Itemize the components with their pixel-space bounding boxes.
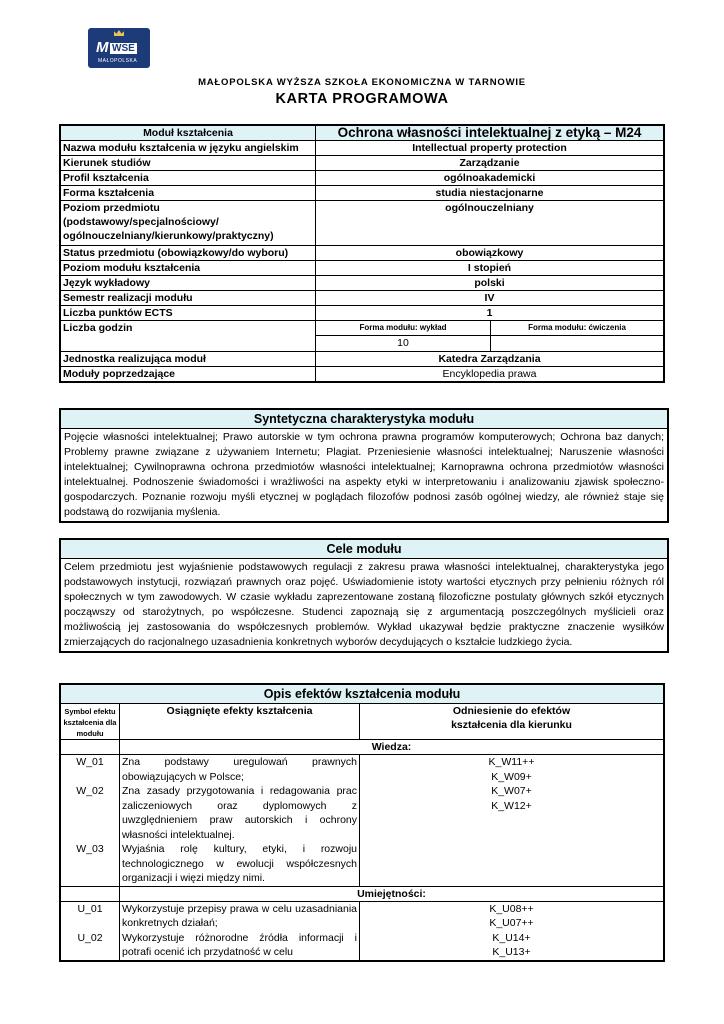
prereq-label: Moduły poprzedzające bbox=[60, 367, 316, 383]
skills-symbols bbox=[60, 901, 120, 961]
row-label: Profil kształcenia bbox=[60, 171, 316, 186]
characteristics-text: Pojęcie własności intelektualnej; Prawo autorskie w tym ochrona prawna programów komputerowych; Ochrona baz danych; Problemy prawne związane z używaniem Internetu; Plagiat. Przeniesienie własności intelektualnej; Naruszenie własności intelektualnej; Cywilnoprawna ochrona przedmiotów własności intelektualnej; Karnoprawna ochrona przedmiotów własności intelektualnej. Podnoszenie świadomości i wrażliwości na aspekty etyki w interpretowaniu i analizowaniu zjawisk społeczno-gospodarczych. Poznanie rozwoju myśli etycznej w poglądach filozofów podnosi zasób ogólnej wiedzy, ale również staje się podstawą do rozwijania myślenia. bbox=[64, 431, 664, 518]
symbol bbox=[63, 857, 117, 872]
school-logo bbox=[88, 28, 150, 68]
table-row bbox=[60, 740, 664, 755]
logo-sub: MAŁOPOLSKA bbox=[98, 58, 138, 64]
module-info-table bbox=[59, 124, 665, 383]
row-value: Intellectual property protection bbox=[316, 141, 665, 156]
characteristics-section bbox=[59, 408, 669, 523]
hours-label: Liczba godzin bbox=[60, 321, 316, 352]
ref-item: K_W07+ bbox=[491, 785, 532, 797]
hours-lecture-value: 10 bbox=[316, 336, 491, 352]
skills-label: Umiejętności: bbox=[120, 886, 665, 901]
col-ref-header: Odniesienie do efektów kształcenia dla kierunku bbox=[360, 704, 665, 740]
row-label: Nazwa modułu kształcenia w języku angielskim bbox=[60, 141, 316, 156]
row-value: ogólnouczelniany bbox=[316, 201, 665, 246]
crown-icon bbox=[114, 30, 124, 36]
hours-form-exercises: Forma modułu: ćwiczenia bbox=[491, 321, 665, 336]
col-effects-header: Osiągnięte efekty kształcenia bbox=[120, 704, 360, 740]
symbol: W_01 bbox=[76, 756, 104, 768]
symbol bbox=[63, 813, 117, 828]
knowledge-effects bbox=[120, 755, 360, 887]
hours-exercises-value bbox=[491, 336, 665, 352]
table-row bbox=[60, 246, 664, 261]
ref-item: K_U13+ bbox=[492, 946, 531, 958]
effect-item: Wyjaśnia rolę kultury, etyki, i rozwoju technologicznego w ewolucji współczesnych organizacji i więzi między nimi. bbox=[122, 843, 357, 884]
hours-form-lecture: Forma modułu: wykład bbox=[316, 321, 491, 336]
table-row bbox=[60, 321, 664, 336]
table-row bbox=[60, 276, 664, 291]
symbol: W_02 bbox=[76, 785, 104, 797]
outcomes-table bbox=[59, 683, 665, 962]
prereq-value: Encyklopedia prawa bbox=[316, 367, 665, 383]
goals-section bbox=[59, 538, 669, 653]
logo-m: M bbox=[96, 39, 109, 56]
row-label: Poziom przedmiotu (podstawowy/specjalnościowy/ ogólnouczelniany/kierunkowy/praktyczny) bbox=[60, 201, 316, 246]
ref-item: K_U07++ bbox=[489, 917, 534, 929]
row-label: Status przedmiotu (obowiązkowy/do wyboru) bbox=[60, 246, 316, 261]
skills-effects bbox=[120, 901, 360, 961]
characteristics-title: Syntetyczna charakterystyka modułu bbox=[61, 410, 667, 429]
school-name: MAŁOPOLSKA WYŻSZA SZKOŁA EKONOMICZNA W TARNOWIE bbox=[198, 77, 526, 88]
effect-item: Zna podstawy uregulowań prawnych obowiązujących w Polsce; bbox=[122, 756, 357, 783]
ref-item: K_U08++ bbox=[489, 902, 534, 915]
goals-text: Celem przedmiotu jest wyjaśnienie podstawowych regulacji z zakresu prawa własności intelektualnej, charakterystyka jego podstawowych instytucji, rozwiązań prawnych oraz pojęć. Uświadomienie istoty wartości etycznych przy pełnieniu różnych ról społecznych w tym zawodowych. W czasie wykładu zaprezentowane zostaną filozoficzne postulaty głównych szkół etycznych począwszy od starożytnych, po współczesne. Studenci zapoznają się z argumentacją poszczególnych myślicieli oraz możliwością jej zastosowania do współczesnych problemów. Wykład ukazywał będzie praktyczne znaczenie wysiłków zmierzających do racjonalnego uzasadnienia konkretnych wyborów decydujących o kształcie ludzkiego życia. bbox=[64, 561, 664, 648]
ref-item: K_W11++ bbox=[488, 756, 535, 768]
table-row bbox=[60, 291, 664, 306]
goals-title: Cele modułu bbox=[61, 540, 667, 559]
row-label: Semestr realizacji modułu bbox=[60, 291, 316, 306]
symbol bbox=[63, 770, 117, 785]
row-value: obowiązkowy bbox=[316, 246, 665, 261]
table-row bbox=[60, 261, 664, 276]
symbol bbox=[63, 871, 117, 886]
module-label: Moduł kształcenia bbox=[60, 125, 316, 141]
symbol bbox=[63, 828, 117, 843]
unit-label: Jednostka realizująca moduł bbox=[60, 352, 316, 367]
col-symbol-header: Symbol efektu kształcenia dla modułu bbox=[60, 704, 120, 740]
table-row bbox=[60, 886, 664, 901]
table-row bbox=[60, 141, 664, 156]
row-label: Kierunek studiów bbox=[60, 156, 316, 171]
knowledge-refs bbox=[360, 755, 665, 887]
symbol: U_02 bbox=[77, 931, 103, 944]
table-row bbox=[60, 201, 664, 246]
table-row bbox=[60, 186, 664, 201]
symbol: W_03 bbox=[76, 843, 104, 855]
outcomes-title: Opis efektów kształcenia modułu bbox=[60, 684, 664, 704]
symbol bbox=[63, 916, 117, 931]
ref-item: K_W12+ bbox=[491, 799, 532, 812]
table-row bbox=[60, 755, 664, 887]
row-value: 1 bbox=[316, 306, 665, 321]
logo-wse: WSE bbox=[112, 43, 135, 54]
row-label: Forma kształcenia bbox=[60, 186, 316, 201]
symbol bbox=[63, 945, 117, 960]
table-row bbox=[60, 352, 664, 367]
effect-item: Wykorzystuje przepisy prawa w celu uzasadniania konkretnych działań; bbox=[122, 902, 357, 929]
row-value: studia niestacjonarne bbox=[316, 186, 665, 201]
symbol bbox=[63, 799, 117, 814]
ref-item: K_U14+ bbox=[492, 931, 531, 944]
table-row bbox=[60, 125, 664, 141]
row-label: Poziom modułu kształcenia bbox=[60, 261, 316, 276]
unit-value: Katedra Zarządzania bbox=[316, 352, 665, 367]
skills-refs bbox=[360, 901, 665, 961]
ref-item: K_W09+ bbox=[491, 770, 532, 783]
knowledge-symbols bbox=[60, 755, 120, 887]
table-row bbox=[60, 156, 664, 171]
row-value: ogólnoakademicki bbox=[316, 171, 665, 186]
table-row bbox=[60, 306, 664, 321]
table-row bbox=[60, 901, 664, 961]
table-row bbox=[60, 367, 664, 383]
table-row bbox=[60, 704, 664, 740]
knowledge-label: Wiedza: bbox=[120, 740, 665, 755]
symbol: U_01 bbox=[77, 902, 103, 915]
row-label: Język wykładowy bbox=[60, 276, 316, 291]
row-value: polski bbox=[316, 276, 665, 291]
effect-item: Zna zasady przygotowania i redagowania prac zaliczeniowych oraz dyplomowych z uwzględnieniem praw autorskich i ochrony własności intelektualnej. bbox=[122, 785, 357, 841]
table-row bbox=[60, 171, 664, 186]
page-title: KARTA PROGRAMOWA bbox=[275, 91, 449, 107]
table-row bbox=[60, 684, 664, 704]
row-value: I stopień bbox=[316, 261, 665, 276]
row-value: IV bbox=[316, 291, 665, 306]
module-name: Ochrona własności intelektualnej z etyką – M24 bbox=[316, 125, 665, 141]
row-value: Zarządzanie bbox=[316, 156, 665, 171]
row-label: Liczba punktów ECTS bbox=[60, 306, 316, 321]
effect-item: Wykorzystuje różnorodne źródła informacji i potrafi ocenić ich przydatność w celu bbox=[122, 931, 357, 958]
